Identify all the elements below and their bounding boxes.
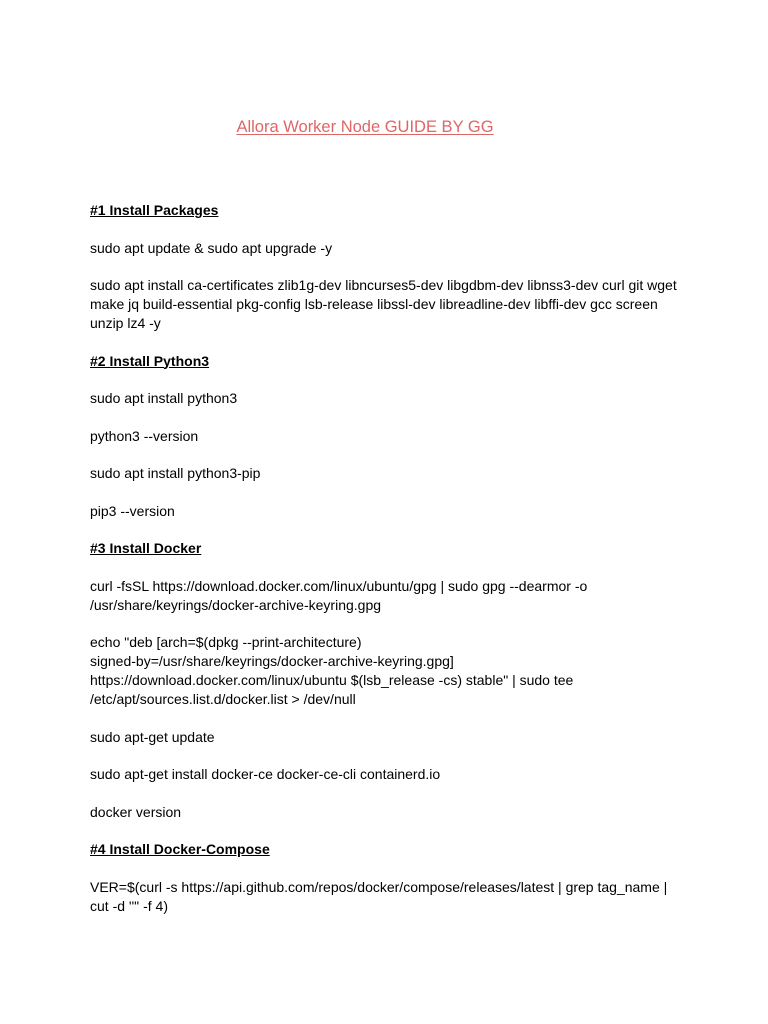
paragraph-spacer (90, 709, 690, 728)
paragraph-spacer (90, 859, 690, 878)
paragraph-spacer (90, 615, 690, 634)
paragraph-spacer (90, 558, 690, 577)
command-line: sudo apt update & sudo apt upgrade -y (90, 239, 333, 256)
paragraph-spacer (90, 747, 690, 766)
paragraph-spacer (90, 483, 690, 502)
command-line: echo "deb [arch=$(dpkg --print-architecture) (90, 634, 362, 650)
command-paragraph (90, 633, 690, 709)
command-paragraph (90, 728, 690, 747)
section-spacer (90, 521, 690, 540)
command-line: make jq build-essential pkg-config lsb-release libssl-dev libreadline-dev libffi-dev gcc screen (90, 296, 658, 312)
command-paragraph (90, 502, 690, 521)
section-heading: #3 Install Docker (90, 540, 202, 556)
command-line: sudo apt install python3-pip (90, 465, 261, 481)
command-paragraph (90, 276, 690, 333)
command-paragraph (90, 427, 690, 446)
command-line: sudo apt install python3 (90, 390, 238, 406)
section-spacer (90, 333, 690, 352)
command-paragraph (90, 878, 690, 916)
paragraph-spacer (90, 446, 690, 465)
command-line: pip3 --version (90, 502, 175, 519)
command-line: unzip lz4 -y (90, 315, 161, 331)
paragraph-spacer (90, 258, 690, 277)
command-line: sudo apt-get install docker-ce docker-ce-cli containerd.io (90, 766, 441, 782)
command-line: docker version (90, 803, 182, 820)
command-line: sudo apt install ca-certificates zlib1g-dev libncurses5-dev libgdbm-dev libnss3-dev curl git wget (90, 277, 677, 293)
command-paragraph (90, 765, 690, 784)
paragraph-spacer (90, 784, 690, 803)
command-paragraph (90, 464, 690, 483)
command-line: https://download.docker.com/linux/ubuntu $(lsb_release -cs) stable" | sudo tee (90, 672, 574, 688)
section-spacer (90, 822, 690, 841)
command-line: sudo apt-get update (90, 728, 215, 745)
section-heading: #4 Install Docker-Compose (90, 841, 270, 857)
command-line: python3 --version (90, 427, 199, 444)
paragraph-spacer (90, 408, 690, 427)
document-body (90, 201, 690, 916)
command-paragraph (90, 239, 690, 258)
command-line: /etc/apt/sources.list.d/docker.list > /dev/null (90, 691, 356, 707)
command-line: cut -d '"' -f 4) (90, 897, 168, 914)
paragraph-spacer (90, 220, 690, 239)
command-paragraph (90, 389, 690, 408)
section-heading: #1 Install Packages (90, 202, 219, 218)
section-heading: #2 Install Python3 (90, 352, 210, 369)
document-title: Allora Worker Node GUIDE BY GG (236, 118, 494, 136)
command-line: VER=$(curl -s https://api.github.com/repos/docker/compose/releases/latest | grep tag_name | (90, 878, 668, 895)
command-line: curl -fsSL https://download.docker.com/linux/ubuntu/gpg | sudo gpg --dearmor -o (90, 577, 588, 594)
paragraph-spacer (90, 371, 690, 390)
command-paragraph (90, 803, 690, 822)
command-line: signed-by=/usr/share/keyrings/docker-archive-keyring.gpg] (90, 653, 454, 669)
command-paragraph (90, 577, 690, 615)
command-line: /usr/share/keyrings/docker-archive-keyring.gpg (90, 596, 382, 613)
